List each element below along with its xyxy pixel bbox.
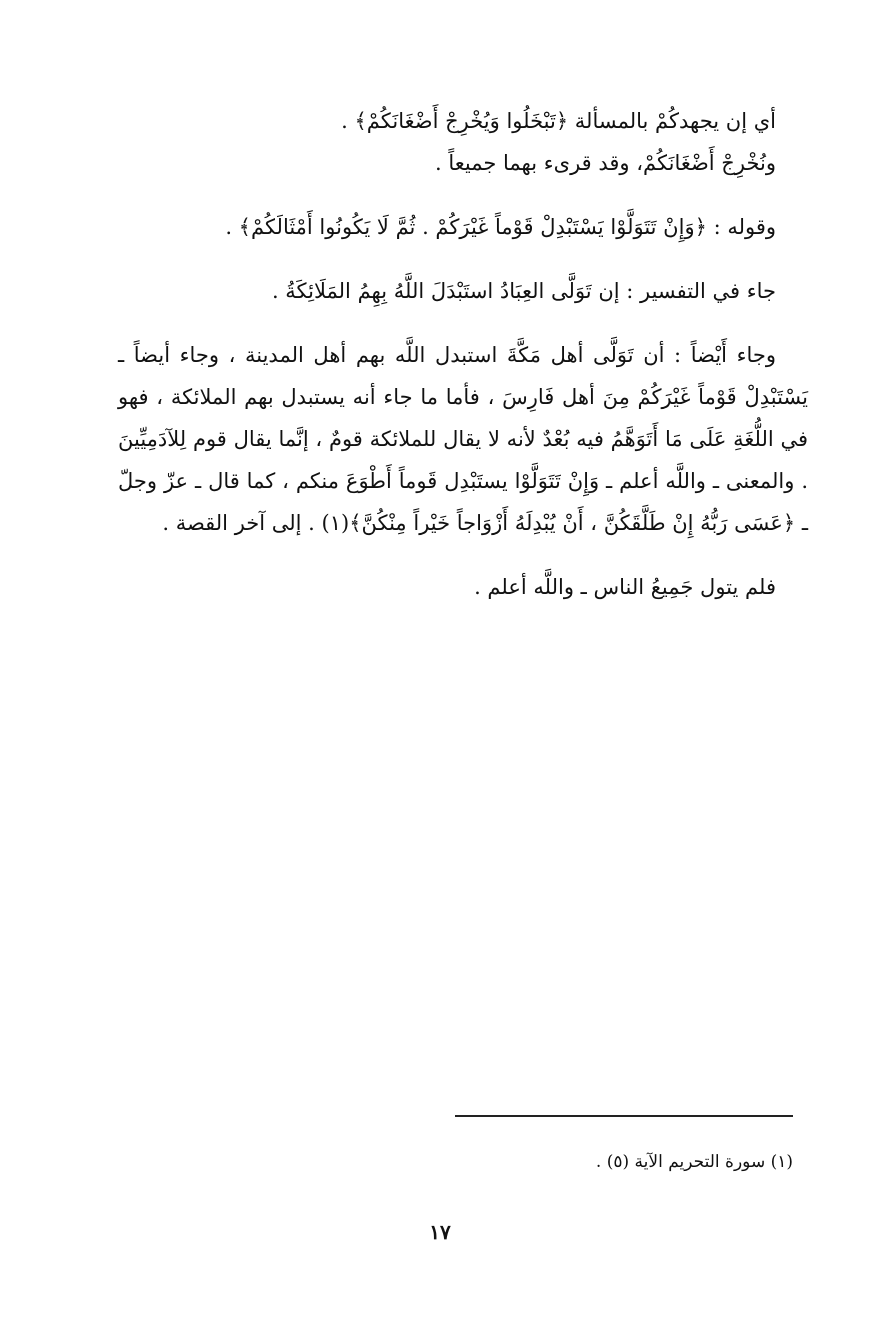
paragraph-6: فلم يتول جَمِيعُ الناس ـ واللَّه أعلم . [474, 575, 776, 599]
footnote-divider [455, 1115, 793, 1117]
paragraph-5 [118, 334, 808, 544]
page-number: ١٧ [429, 1220, 451, 1244]
paragraph-5-text: وجاء أَيْضاً : أن تَوَلَّى أهل مَكَّةَ استبدل اللَّه بهم أهل المدينة ، وجاء أيضاً ـ يَسْتَبْدِلْ قَوْماً غَيْرَكُمْ مِنَ أهل فَارِسَ ، فأما ما جاء أنه يستبدل بهم الملائكة ، فهو في اللُّغَةِ عَلَى مَا أَتَوَهَّمُ فيه بُعْدٌ لأنه لا يقال للملائكة قومٌ ، إنَّما يقال قوم لِلآدَمِيِّينَ . والمعنى ـ واللَّه أعلم ـ وَإِنْ تَتَوَلَّوْا يستَبْدِل قَوماً أَطْوَعَ منكم ، كما قال ـ عزّ وجلّ ـ ﴿عَسَى رَبُّهُ إِنْ طَلَّقَكُنَّ ، أَنْ يُبْدِلَهُ أَزْوَاجاً خَيْراً مِنْكُنَّ﴾(١) . إلى آخر القصة . [118, 343, 808, 535]
footnote: (١) سورة التحريم الآية (٥) . [595, 1152, 793, 1172]
paragraph-2: ونُخْرِجْ أَضْغَانَكُمْ، وقد قرىء بهما جميعاً . [435, 151, 776, 175]
paragraph-3: وقوله : ﴿وَإِنْ تَتَوَلَّوْا يَسْتَبْدِلْ قَوْماً غَيْرَكُمْ . ثُمَّ لَا يَكُونُوا أَمْثَالَكُمْ﴾ . [225, 215, 776, 239]
main-text [118, 100, 808, 608]
paragraph-4: جاء في التفسير : إن تَوَلَّى العِبَادُ استَبْدَلَ اللَّهُ بِهِمُ المَلَائِكَةُ . [271, 279, 776, 303]
paragraph-1: أي إن يجهدكُمْ بالمسألة ﴿تَبْخَلُوا وَيُخْرِجْ أَضْغَانَكُمْ﴾ . [341, 109, 776, 133]
